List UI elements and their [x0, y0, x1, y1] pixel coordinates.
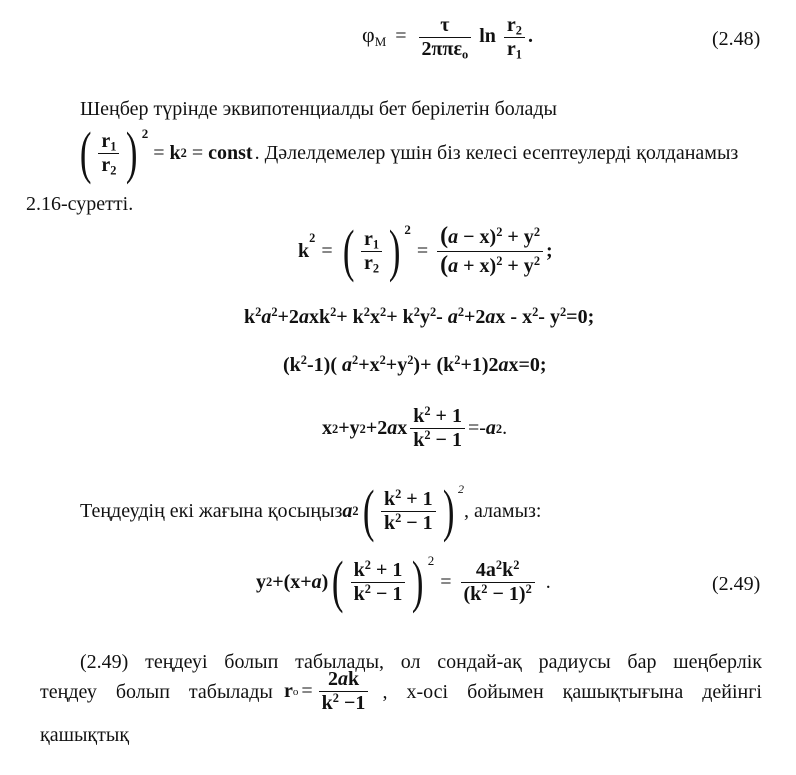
r-symbol: r — [363, 227, 373, 250]
k-symbol: k — [321, 692, 333, 714]
period: . — [545, 570, 551, 593]
r-symbol: r — [506, 38, 516, 60]
a-symbol: a — [485, 417, 496, 439]
exponent: 2 — [429, 305, 437, 320]
exponent: 2 — [364, 581, 371, 596]
denominator-y: + y — [502, 254, 534, 277]
a-symbol: a — [311, 570, 322, 593]
phi-symbol: φ — [362, 22, 375, 48]
fraction-denominator — [437, 251, 543, 280]
equals-sign: = — [191, 141, 204, 164]
paragraph-1-line-3: 2.16-суретті. — [26, 193, 134, 215]
exponent: 2 — [380, 305, 387, 320]
fraction-k-ratio — [410, 405, 465, 452]
fraction-radius — [319, 668, 369, 715]
exponent: 2 — [532, 305, 539, 320]
left-paren: ( — [332, 549, 344, 614]
a-symbol: a — [485, 306, 496, 328]
exponent: 2 — [141, 126, 149, 141]
term: +x — [358, 354, 380, 376]
paragraph-2-text-after: , аламыз: — [464, 500, 542, 522]
exponent: 2 — [559, 305, 567, 320]
period: . — [528, 25, 533, 48]
a-symbol: a — [342, 499, 353, 522]
equation-2-48 — [362, 14, 533, 61]
denominator-text: − 1 — [401, 511, 433, 534]
numerator-text: − x) — [458, 225, 497, 248]
k-symbol: k — [298, 239, 310, 262]
equation-2-49: y 2 +(x+ a ) ( $\frac{k^2 + 1}{k^2 - 1}$ ) 2 = $\frac{4a^2k^2}{(k^2 - 1)^2}$ . — [256, 549, 551, 614]
k-symbol: k — [383, 487, 396, 510]
exponent: 2 — [271, 305, 278, 320]
ln-operator: ln — [479, 25, 496, 48]
fraction-denominator — [381, 511, 436, 535]
numerator-text: + 1 — [370, 558, 403, 581]
exponent: 2 — [395, 486, 402, 501]
fraction-denominator — [410, 428, 465, 452]
exponent: 2 — [407, 353, 414, 368]
term: +y — [338, 417, 360, 439]
fraction-numerator — [98, 130, 119, 153]
left-paren: ( — [342, 218, 355, 283]
fraction-numerator — [504, 14, 525, 37]
fraction-r-ratio — [504, 14, 525, 61]
fraction-r1-r2 — [361, 228, 382, 275]
term: +1)2 — [460, 354, 499, 376]
r-symbol: r — [283, 680, 293, 702]
numerator-text: 4a — [475, 558, 496, 581]
denominator-text: − 1 — [430, 429, 462, 451]
r-subscript: 2 — [372, 261, 380, 276]
epsilon-subscript: o — [462, 47, 469, 62]
left-paren: ( — [79, 120, 92, 185]
a-symbol: a — [498, 354, 509, 376]
paragraph-3-line-1: (2.49) теңдеуі болып табылады, ол сондай-ақ радиусы бар шеңберлік — [80, 651, 762, 673]
paragraph-1-text: . Дәлелдемелер үшін біз келесі есептеулерді қолданамыз — [254, 142, 739, 164]
fraction-denominator — [98, 153, 119, 177]
k-symbol: k — [353, 582, 365, 605]
r-subscript: 1 — [372, 237, 380, 252]
fraction-denominator — [419, 37, 472, 61]
a-symbol: a — [337, 668, 348, 690]
paragraph-3-line-3: қашықтық — [40, 724, 130, 746]
term: + k — [336, 306, 364, 328]
open-paren: ( — [440, 251, 449, 278]
fraction-k-ratio — [351, 559, 406, 606]
a-symbol: a — [261, 306, 272, 328]
k-symbol: k — [347, 668, 360, 690]
exponent: 2 — [413, 305, 420, 320]
fraction-parenthesized — [328, 549, 427, 614]
exponent: 2 — [332, 691, 339, 706]
fraction-tau — [419, 14, 472, 61]
k-symbol: k — [502, 558, 514, 581]
paragraph-3-text-post: , x-осі бойымен қашықтығына дейінгі — [382, 680, 762, 703]
exponent: 2 — [300, 353, 307, 368]
equals-sign: = — [395, 25, 407, 48]
a-symbol: a — [341, 354, 352, 376]
term: + k — [386, 306, 414, 328]
formula-r0: r o = $\frac{2ak}{k^2 -1}$ — [284, 668, 371, 715]
fraction-denominator — [504, 37, 525, 61]
term: x - x — [495, 306, 533, 328]
exponent: 2 — [525, 581, 532, 596]
fraction-denominator — [361, 251, 382, 275]
denominator-text: 2ππε — [421, 38, 463, 60]
denominator-text: − 1) — [487, 582, 526, 605]
fraction-numerator — [410, 405, 465, 428]
fraction-numerator — [361, 228, 382, 251]
k-symbol: k — [383, 511, 396, 534]
exponent: 2 — [395, 510, 402, 525]
left-paren: ( — [362, 478, 375, 543]
phi-subscript: M — [374, 33, 387, 49]
fraction-numerator — [381, 488, 436, 511]
term: -1)( — [307, 354, 342, 376]
fraction-rhs — [461, 559, 535, 606]
term: - y — [538, 306, 560, 328]
exponent: 2 — [458, 482, 464, 496]
exponent: 2 — [533, 253, 541, 268]
fraction-distance-ratio — [437, 223, 543, 279]
r-subscript: 1 — [110, 139, 117, 154]
term: x — [370, 306, 380, 328]
right-paren: ) — [412, 549, 424, 614]
exponent: 2 — [363, 305, 370, 320]
equals-sign: = — [416, 239, 429, 262]
term: x — [397, 417, 408, 439]
numerator-text: 2 — [327, 668, 338, 690]
fraction-parenthesized — [359, 478, 458, 543]
term: x=0; — [508, 354, 547, 376]
exponent: 2 — [364, 557, 371, 572]
exponent: 2 — [454, 353, 461, 368]
term: ) — [321, 570, 329, 593]
fraction-k-ratio — [381, 488, 436, 535]
exponent: 2 — [496, 253, 503, 268]
term: +2 — [365, 417, 388, 439]
denominator-text: + x) — [458, 254, 497, 277]
equals-minus: =- — [467, 417, 486, 439]
term: +2 — [464, 306, 486, 328]
r-subscript: 2 — [515, 23, 522, 38]
denominator-text: −1 — [338, 692, 366, 714]
r-symbol: r — [363, 251, 373, 274]
k-symbol: k — [413, 405, 425, 427]
r-subscript: 1 — [515, 47, 522, 62]
exponent: 2 — [424, 404, 431, 419]
a-symbol: a — [448, 254, 459, 277]
equation-k-squared: k 2 = ( $\frac{r_1}{r_2}$ ) 2 = $\frac{(a - x)^2 + y^2}{(a + x)^2 + y^2}$ ; — [298, 218, 553, 283]
term: y — [419, 306, 430, 328]
term: - — [436, 306, 448, 328]
numerator-text: + 1 — [430, 405, 462, 427]
fraction-numerator — [351, 559, 406, 582]
paragraph-2: Теңдеудің екі жағына қосыңыз a 2 ( $\frac{k^2 + 1}{k^2 - 1}$ ) 2 , аламыз: — [80, 478, 542, 543]
exponent: 2 — [404, 222, 411, 237]
term: )+ (k — [413, 354, 455, 376]
fraction-numerator — [473, 559, 523, 582]
paragraph-1-line-2: ( $\frac{r_1}{r_2}$ ) 2 = k 2 = const . Дәлелдемелер үшін біз келесі есептеулерді қолданамыз — [76, 124, 738, 182]
exponent: 2 — [481, 581, 488, 596]
exponent: 2 — [457, 305, 465, 320]
a-symbol: a — [387, 417, 398, 439]
exponent: 2 — [379, 353, 386, 368]
fraction-denominator — [461, 582, 535, 606]
exponent: 2 — [496, 225, 503, 240]
exponent: 2 — [533, 225, 541, 240]
semicolon: ; — [546, 239, 553, 262]
paragraph-2-text: Теңдеудің екі жағына қосыңыз — [80, 500, 343, 522]
exponent: 2 — [495, 557, 503, 572]
r-symbol: r — [101, 129, 111, 152]
denominator-text: − 1 — [370, 582, 403, 605]
term: k — [244, 306, 256, 328]
r-symbol: r — [506, 14, 516, 36]
fraction-denominator — [351, 582, 406, 606]
numerator-text: + 1 — [401, 487, 433, 510]
ratio-parenthesized — [76, 120, 142, 185]
paragraph-3-text-pre: теңдеу болып табылады — [40, 680, 273, 703]
open-paren: ( — [440, 222, 449, 249]
y-symbol: y — [256, 570, 266, 593]
exponent: 2 — [330, 305, 337, 320]
fraction-r1-r2 — [98, 130, 119, 177]
term: +2 — [277, 306, 299, 328]
term: (k — [283, 354, 301, 376]
fraction-denominator — [319, 691, 369, 715]
fraction-numerator: τ — [440, 14, 450, 36]
right-paren: ) — [388, 218, 401, 283]
a-symbol: a — [298, 306, 309, 328]
paragraph-3-line-2 — [40, 668, 762, 715]
a-symbol: a — [447, 306, 458, 328]
period: . — [502, 417, 508, 439]
equals-sign: = — [153, 141, 165, 164]
a-symbol: a — [448, 225, 459, 248]
exponent: 2 — [513, 557, 520, 572]
equation-reduced: x 2 +y 2 +2 a x $\frac{k^2 + 1}{k^2 - 1}$ =- a 2 . — [322, 404, 508, 451]
exponent: 2 — [424, 428, 431, 443]
paragraph-1-line-1: Шеңбер түрінде эквипотенциалды бет берілетін болады — [80, 98, 557, 120]
fraction-numerator — [437, 223, 543, 251]
exponent: 2 — [427, 553, 435, 568]
equals-sign: = — [440, 570, 452, 593]
r-symbol: r — [101, 153, 111, 176]
right-paren: ) — [442, 478, 455, 543]
fraction-numerator — [325, 668, 362, 691]
ratio-parenthesized — [339, 218, 405, 283]
term: xk — [308, 306, 331, 328]
k-symbol: k — [169, 141, 181, 164]
equation-number-2-48: (2.48) — [712, 28, 761, 50]
right-paren: ) — [126, 120, 138, 185]
exponent: 2 — [351, 353, 359, 368]
term: =0; — [566, 306, 595, 328]
r-subscript: 2 — [110, 163, 117, 178]
equation-factored — [283, 354, 547, 377]
term: +y — [385, 354, 408, 376]
k-symbol: k — [353, 558, 365, 581]
term: x — [322, 417, 332, 439]
const-text: const — [208, 141, 253, 164]
exponent: 2 — [255, 305, 262, 320]
numerator-y: + y — [502, 225, 534, 248]
term: +(x+ — [272, 570, 312, 593]
equation-number-2-49: (2.49) — [712, 573, 761, 595]
equation-expanded — [244, 306, 594, 329]
equals-sign: = — [301, 680, 313, 702]
k-symbol: k — [413, 429, 425, 451]
equals-sign: = — [321, 239, 333, 262]
denominator-text: (k — [463, 582, 482, 605]
